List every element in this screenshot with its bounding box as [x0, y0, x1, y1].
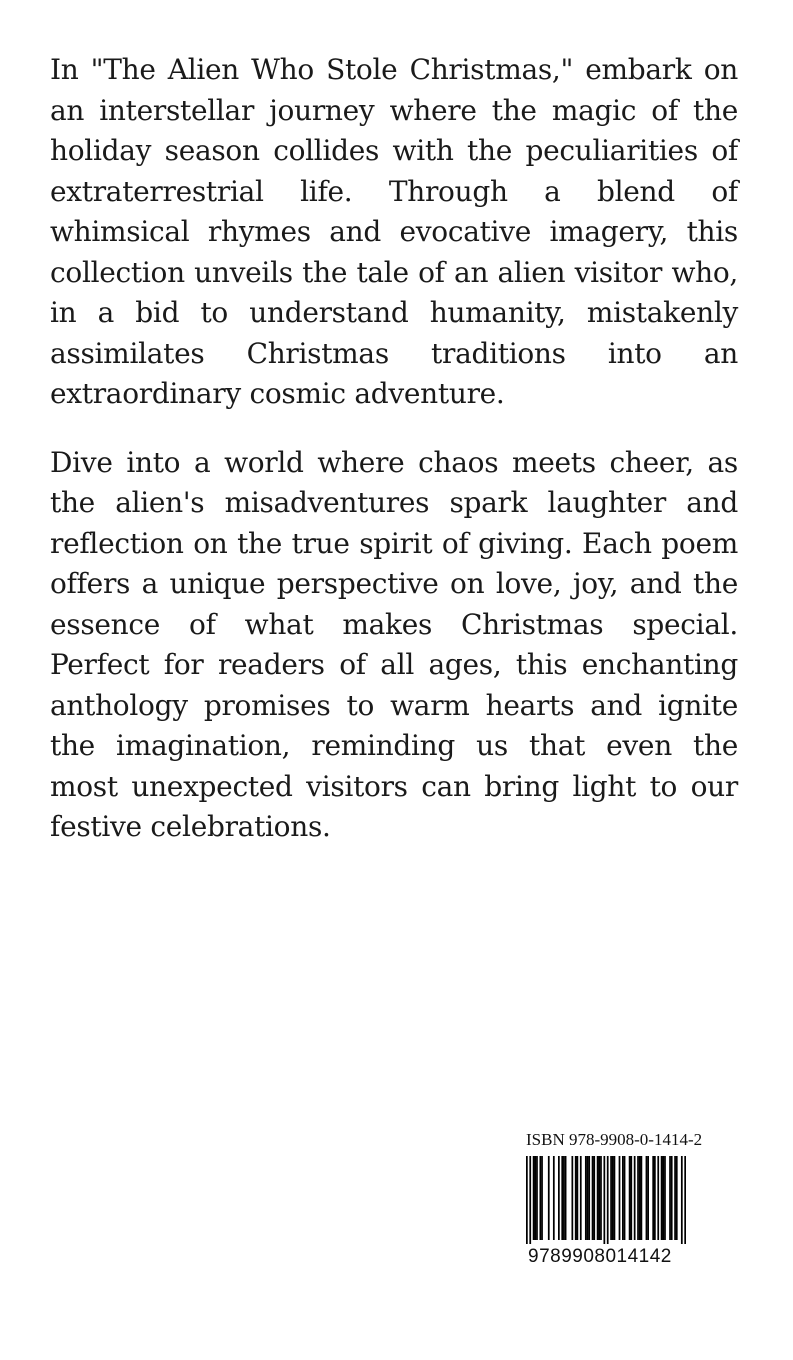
barcode-bar: [597, 1156, 599, 1240]
barcode-bar: [529, 1156, 531, 1244]
description-paragraph-1: In "The Alien Who Stole Christmas," embark on an interstellar journey where the magic of the holiday season collides with the peculiarities of extraterrestrial life. Through a blend of whimsical rhymes and evocative imagery, this collection unveils the tale of an alien visitor who, in a bid to understand humanity, mistakenly assimilates Christmas traditions into an extraordinary cosmic adventure.: [50, 53, 738, 410]
barcode-bar: [571, 1156, 573, 1240]
barcode-bar: [526, 1156, 528, 1244]
barcode-bar: [561, 1156, 563, 1240]
barcode-bar: [669, 1156, 671, 1240]
barcode-bar: [558, 1156, 560, 1240]
barcode-bar: [587, 1156, 589, 1240]
barcode-bar: [565, 1156, 567, 1240]
barcode-bar: [671, 1156, 673, 1240]
barcode-bar: [664, 1156, 666, 1240]
barcode-bar: [661, 1156, 663, 1240]
barcode-bar: [641, 1156, 643, 1240]
barcode-bar: [619, 1156, 621, 1240]
barcode-bar: [592, 1156, 594, 1240]
barcode-bar: [681, 1156, 683, 1244]
barcode-bar: [593, 1156, 595, 1240]
barcode-digits: 9789908014142: [528, 1246, 672, 1267]
description-paragraph-2: Dive into a world where chaos meets cheer, as the alien's misadventures spark laughter and reflection on the true spirit of giving. Each poem offers a unique perspective on love, joy, and the essence of what makes Christmas special. Perfect for readers of all ages, this enchanting anthology promises to warm hearts and ignite the imagination, reminding us that even the most unexpected visitors can bring light to our festive celebrations.: [50, 445, 738, 843]
barcode-bar: [541, 1156, 543, 1240]
barcode-bar: [622, 1156, 624, 1240]
barcode-bar: [634, 1156, 636, 1240]
barcode-bar: [577, 1156, 579, 1240]
barcode-bar: [630, 1156, 632, 1240]
barcode-bar: [662, 1156, 664, 1240]
barcode-bar: [637, 1156, 639, 1240]
isbn-barcode-block: [518, 1128, 703, 1280]
barcode-bar: [647, 1156, 649, 1240]
barcode-bar: [563, 1156, 565, 1240]
barcode-bar: [614, 1156, 616, 1240]
barcode-bar: [684, 1156, 686, 1244]
barcode-bar: [610, 1156, 612, 1240]
barcode-bar: [534, 1156, 536, 1240]
barcode-bar: [603, 1156, 605, 1244]
barcode-bar: [646, 1156, 648, 1240]
barcode-image: [526, 1156, 686, 1244]
barcode-bar: [607, 1156, 609, 1244]
barcode-bar: [652, 1156, 654, 1240]
barcode-bar: [588, 1156, 590, 1240]
barcode-bar: [629, 1156, 631, 1240]
barcode-bar: [657, 1156, 659, 1240]
barcode-bar: [639, 1156, 641, 1240]
barcode-bar: [612, 1156, 614, 1240]
barcode-bar: [580, 1156, 582, 1240]
barcode-bar: [585, 1156, 587, 1240]
barcode-bar: [536, 1156, 538, 1240]
barcode-bar: [533, 1156, 535, 1240]
barcode-bar: [600, 1156, 602, 1240]
barcode-bar: [654, 1156, 656, 1240]
barcode-bar: [676, 1156, 678, 1240]
barcode-bar: [674, 1156, 676, 1240]
barcode-bar: [624, 1156, 626, 1240]
barcode-bar: [548, 1156, 550, 1240]
book-description: [50, 50, 738, 876]
barcode-bar: [553, 1156, 555, 1240]
barcode-bar: [575, 1156, 577, 1240]
barcode-bar: [598, 1156, 600, 1240]
isbn-label: ISBN 978-9908-0-1414-2: [526, 1130, 703, 1149]
barcode-bar: [539, 1156, 541, 1240]
